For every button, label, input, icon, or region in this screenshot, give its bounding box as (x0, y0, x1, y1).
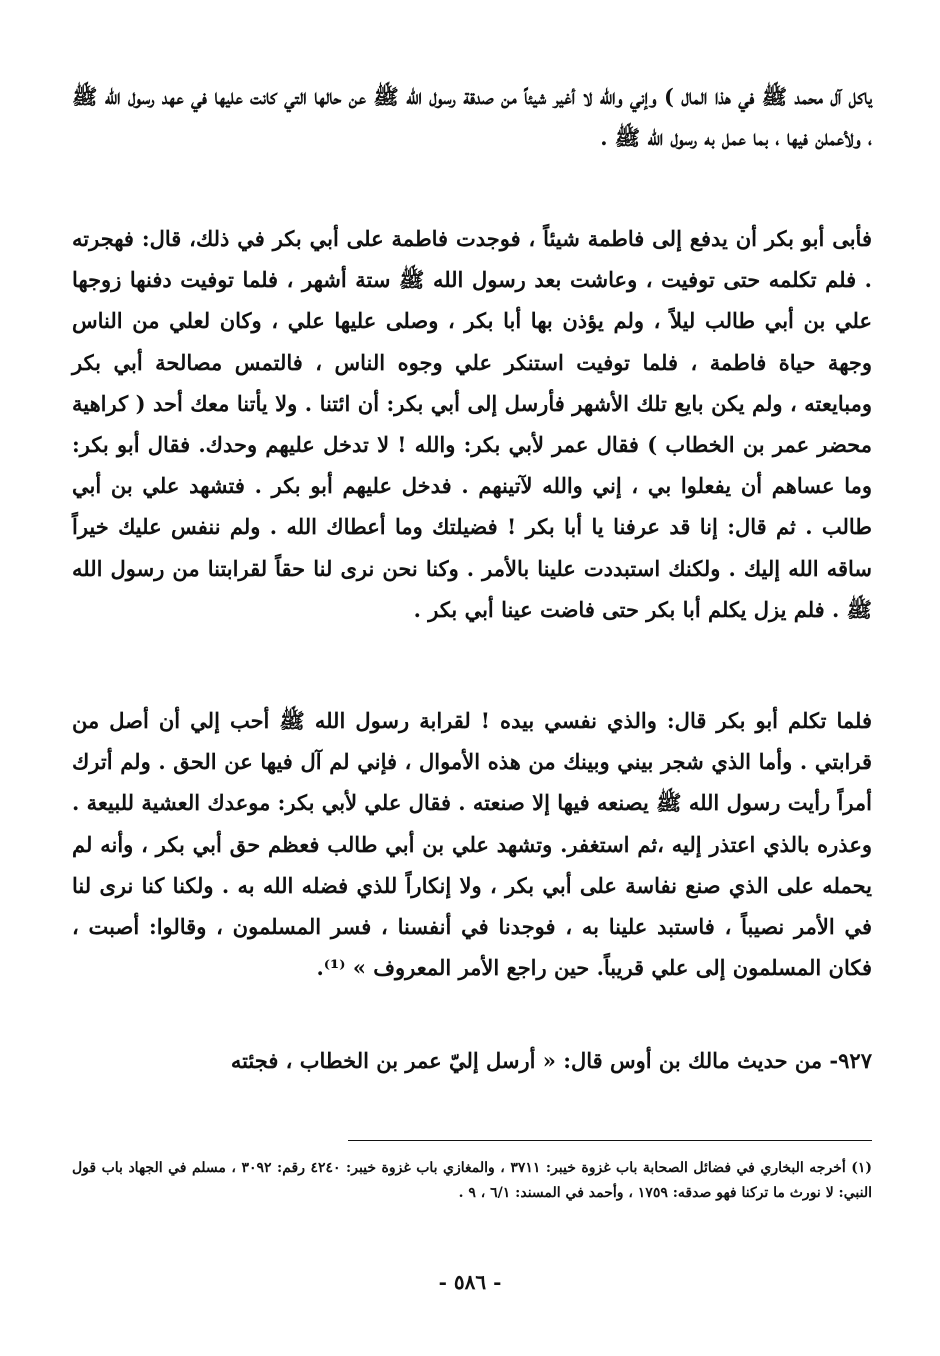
body-paragraph-1: ياكل آل محمد ﷺ في هذا المال ) وإني والله لا أغير شيئاً من صدقة رسول الله ﷺ عن حالها التي كانت عليها في عهد رسول الله ﷺ ، ولأعملن فيها ، بما عمل به رسول الله ﷺ . (72, 84, 872, 151)
body-paragraph-3: فلما تكلم أبو بكر قال: والذي نفسي بيده ! لقرابة رسول الله ﷺ أحب إلي أن أصل من قرابتي . وأما الذي شجر بيني وبينك من هذه الأموال ، فإني لم آل فيها عن الحق . ولم أترك أمراً رأيت رسول الله ﷺ يصنعه فيها إلا صنعته . فقال علي لأبي بكر: موعدك العشية للبيعة . وعذره بالذي اعتذر إليه ،ثم استغفر. وتشهد علي بن أبي طالب فعظم حق أبي بكر ، وأنه لم يحمله على الذي صنع نفاسة على أبي بكر ، ولا إنكاراً للذي فضله الله به . ولكنا كنا نرى لنا في الأمر نصيباً ، فاستبد علينا به ، فوجدنا في أنفسنا ، فسر المسلمون ، وقالوا: أصبت ، فكان المسلمون إلى علي قريباً. حين راجع الأمر المعروف » ⁽¹⁾. (72, 708, 872, 981)
body-paragraph-2: فأبى أبو بكر أن يدفع إلى فاطمة شيئاً ، فوجدت فاطمة على أبي بكر في ذلك، قال: فهجرته . فلم تكلمه حتى توفيت ، وعاشت بعد رسول الله ﷺ ستة أشهر ، فلما توفيت دفنها زوجها علي بن أبي طالب ليلاً ، ولم يؤذن بها أبا بكر ، وصلى عليها علي ، وكان لعلي من الناس وجهة حياة فاطمة ، فلما توفيت استنكر علي وجوه الناس ، فالتمس مصالحة أبي بكر ومبايعته ، ولم يكن بايع تلك الأشهر فأرسل إلى أبي بكر: أن ائتنا . ولا يأتنا معك أحد ( كراهية محضر عمر بن الخطاب ) فقال عمر لأبي بكر: والله ! لا تدخل عليهم وحدك. فقال أبو بكر: وما عساهم أن يفعلوا بي ، إني والله لآتينهم . فدخل عليهم أبو بكر . فتشهد علي بن أبي طالب . ثم قال: إنا قد عرفنا يا أبا بكر ! فضيلتك وما أعطاك الله . ولم ننفس عليك خيراً ساقه الله إليك . ولكنك استبددت علينا بالأمر . وكنا نحن نرى لنا حقاً لقرابتنا من رسول الله ﷺ . فلم يزل يكلم أبا بكر حتى فاضت عينا أبي بكر . (72, 226, 872, 622)
footnote: (١) أخرجه البخاري في فضائل الصحابة باب غزوة خيبر: ٣٧١١ ، والمغازي باب غزوة خيبر: ٤٢٤٠ رقم: ٣٠٩٢ ، مسلم في الجهاد باب قول النبي: لا نورث ما تركنا فهو صدقه: ١٧٥٩ ، وأحمد في المسند: ٦/١ ، ٩ . (72, 1160, 872, 1201)
page-number: - ٥٨٦ - (438, 1270, 502, 1294)
footnote-divider (348, 1140, 872, 1141)
body-paragraph-4: ٩٢٧- من حديث مالك بن أوس قال: « أرسل إليّ عمر بن الخطاب ، فجئته (230, 1048, 872, 1073)
